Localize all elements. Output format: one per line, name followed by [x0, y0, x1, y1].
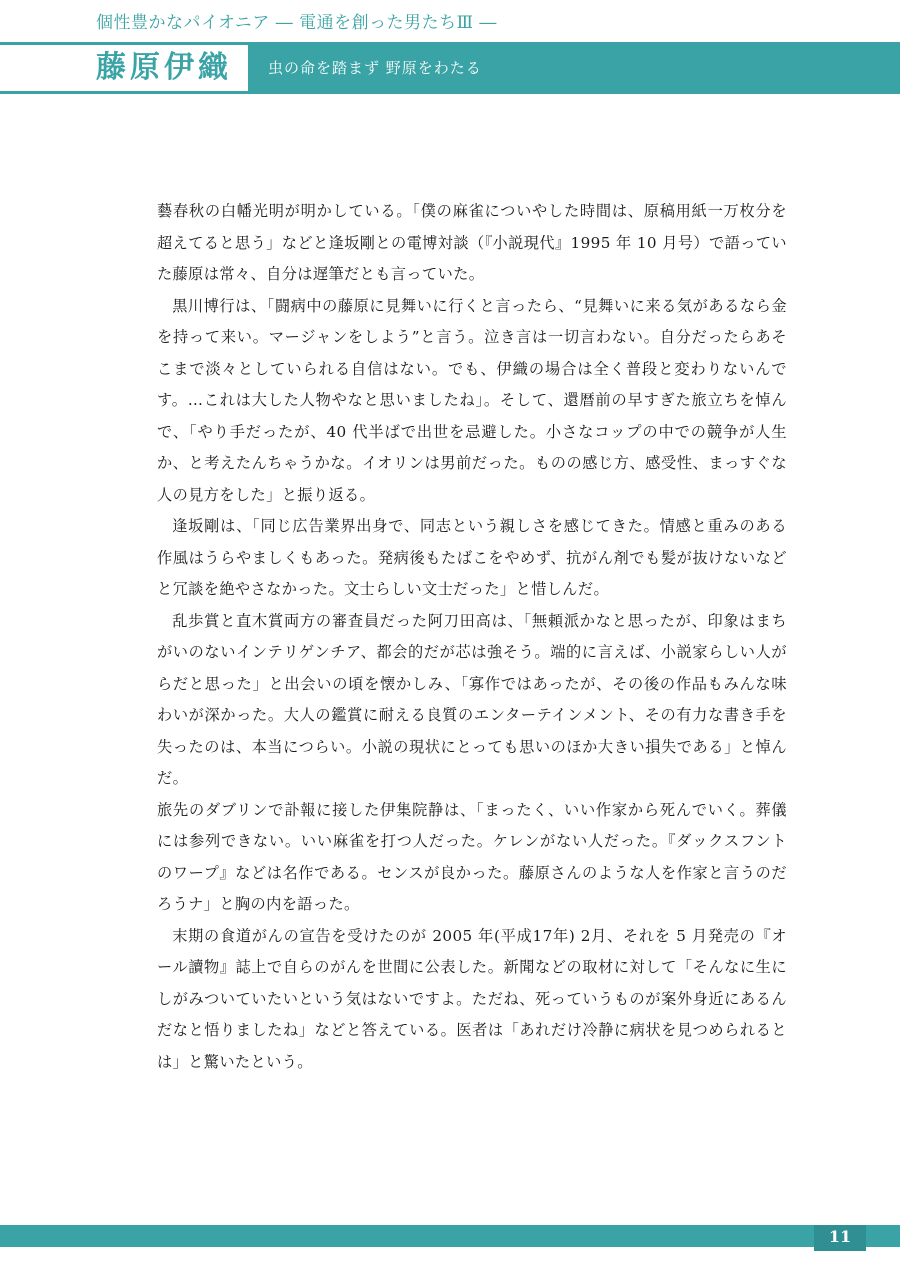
page-number: 11 — [828, 1227, 852, 1246]
header-bottom-rule — [0, 91, 248, 94]
paragraph: 乱歩賞と直木賞両方の審査員だった阿刀田高は、「無頼派かなと思ったが、印象はまちがいのないインテリゲンチア、都会的だが芯は強そう。端的に言えば、小説家らしい人がらだと思った」と出会いの頃を懐かしみ、「寡作ではあったが、その後の作品もみんな味わいが深かった。大人の鑑賞に耐える良質のエンターテインメント、その有力な書き手を失ったのは、本当につらい。小説の現状にとっても思いのほか大きい損失である」と悼んだ。 — [157, 611, 787, 787]
series-title: 個性豊かなパイオニア ― 電通を創った男たちⅢ ― — [96, 13, 497, 33]
paragraph: 逢坂剛は、「同じ広告業界出身で、同志という親しさを感じてきた。情感と重みのある作風はうらやましくもあった。発病後もたばこをやめず、抗がん剤でも髪が抜けないなどと冗談を絶やさなかった。文士らしい文士だった」と惜しんだ。 — [157, 517, 787, 598]
paragraph: 旅先のダブリンで訃報に接した伊集院静は、「まったく、いい作家から死んでいく。葬儀には参列できない。いい麻雀を打つ人だった。ケレンがない人だった。『ダックスフントのワープ』などは名作である。センスが良かった。藤原さんのような人を作家と言うのだろうナ」と胸の内を語った。 — [157, 800, 787, 913]
footer-band — [0, 1225, 900, 1247]
header-top-rule — [0, 42, 248, 45]
header-band — [0, 42, 900, 94]
paragraph: 藝春秋の白幡光明が明かしている。「僕の麻雀についやした時間は、原稿用紙一万枚分を超えてると思う」などと逢坂剛との電博対談（『小説現代』1995 年 10 月号）で語っていた藤原は常々、自分は遅筆だとも言っていた。 — [157, 202, 787, 283]
article-body — [157, 196, 787, 1078]
person-name: 藤原伊織 — [96, 50, 232, 85]
paragraph: 黒川博行は、「闘病中の藤原に見舞いに行くと言ったら、“見舞いに来る気があるなら金を持って来い。マージャンをしよう”と言う。泣き言は一切言わない。自分だったらあそこまで淡々としていられる自信はない。でも、伊織の場合は全く普段と変わりないんです。…これは大した人物やなと思いましたね」。そして、還暦前の早すぎた旅立ちを悼んで、「やり手だったが、40 代半ばで出世を忌避した。小さなコップの中での競争が人生か、と考えたんちゃうかな。イオリンは男前だった。ものの感じ方、感受性、まっすぐな人の見方をした」と振り返る。 — [157, 296, 787, 504]
paragraph: 末期の食道がんの宣告を受けたのが 2005 年(平成17年) 2月、それを 5 月発売の『オール讀物』誌上で自らのがんを世間に公表した。新聞などの取材に対して「そんなに生にしがみついていたいという気はないですよ。ただね、死っていうものが案外身近にあるんだなと悟りましたね」などと答えている。医者は「あれだけ冷静に病状を見つめられるとは」と驚いたという。 — [157, 926, 787, 1071]
chapter-subtitle: 虫の命を踏まず 野原をわたる — [268, 59, 482, 77]
